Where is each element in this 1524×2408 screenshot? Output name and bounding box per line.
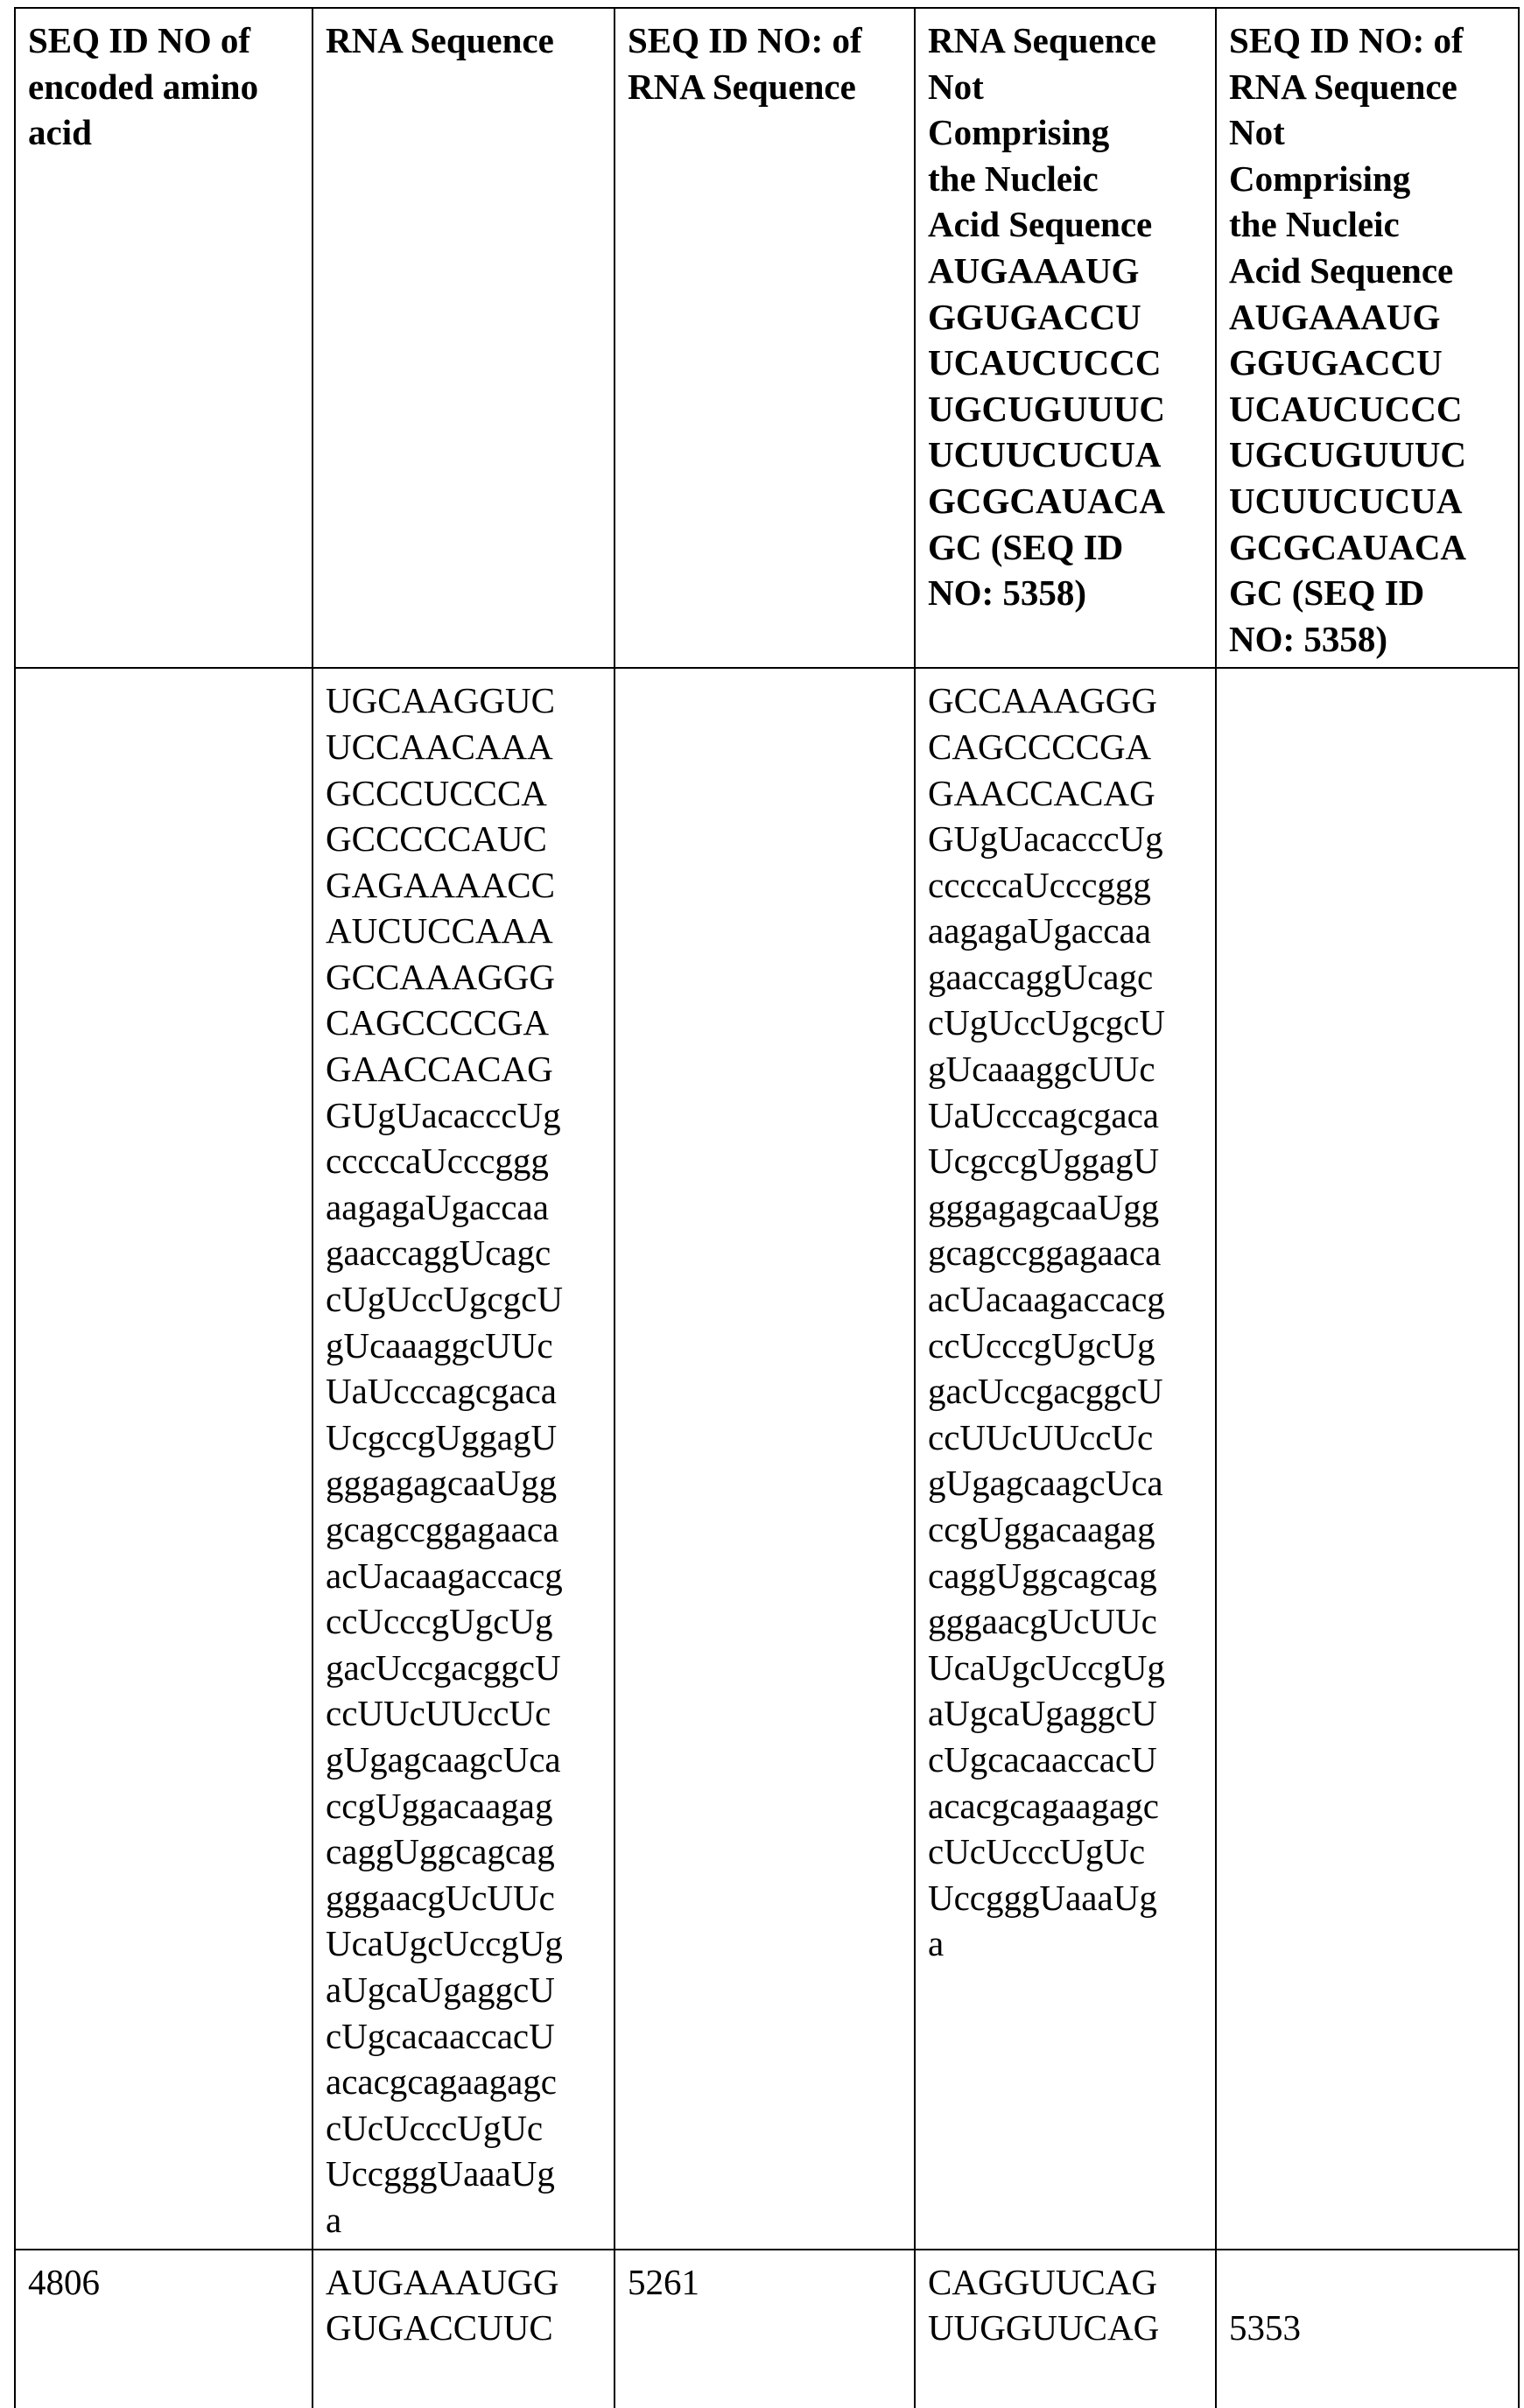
cell-seq-id-rna	[615, 668, 915, 2249]
header-row	[15, 8, 1519, 668]
cell-rna-not-comprising: CAGGUUCAG UUGGUUCAG	[915, 2250, 1216, 2408]
cell-rna-sequence: AUGAAAUGG GUGACCUUC	[313, 2250, 615, 2408]
cell-seq-id-not-comprising: 5353	[1216, 2250, 1519, 2408]
header-seq-id-amino-acid: SEQ ID NO of encoded amino acid	[15, 8, 313, 668]
header-seq-id-rna: SEQ ID NO: of RNA Sequence	[615, 8, 915, 668]
sequence-table	[14, 7, 1520, 2408]
cell-rna-not-comprising: GCCAAAGGG CAGCCCCGA GAACCACAG GUgUacacccUg cccccaUcccggg aagagaUgaccaa gaaccaggUcagc cUgUccUgcgcU gUcaaaggcUUc UaUcccagcgaca UcgccgUggagU gggagagcaaUgg gcagccggagaaca acUacaagaccacg ccUcccgUgcUg gacUccgacggcU ccUUcUUccUc gUgagcaagcUca ccgUggacaagag caggUggcagcag gggaacgUcUUc UcaUgcUccgUg aUgcaUgaggcU cUgcacaaccacU acacgcagaagagc cUcUcccUgUc UccgggUaaaUg a	[915, 668, 1216, 2249]
table-row	[15, 2250, 1519, 2408]
cell-rna-sequence: UGCAAGGUC UCCAACAAA GCCCUCCCA GCCCCCAUC GAGAAAACC AUCUCCAAA GCCAAAGGG CAGCCCCGA GAACCACAG GUgUacacccUg cccccaUcccggg aagagaUgaccaa gaaccaggUcagc cUgUccUgcgcU gUcaaaggcUUc UaUcccagcgaca UcgccgUggagU gggagagcaaUgg gcagccggagaaca acUacaagaccacg ccUcccgUgcUg gacUccgacggcU ccUUcUUccUc gUgagcaagcUca ccgUggacaagag caggUggcagcag gggaacgUcUUc UcaUgcUccgUg aUgcaUgaggcU cUgcacaaccacU acacgcagaagagc cUcUcccUgUc UccgggUaaaUg a	[313, 668, 615, 2249]
cell-seq-id-rna: 5261	[615, 2250, 915, 2408]
table-row	[15, 668, 1519, 2249]
cell-seq-id-amino-acid	[15, 668, 313, 2249]
cell-seq-id-not-comprising	[1216, 668, 1519, 2249]
header-rna-sequence: RNA Sequence	[313, 8, 615, 668]
cell-seq-id-amino-acid: 4806	[15, 2250, 313, 2408]
header-rna-not-comprising: RNA Sequence Not Comprising the Nucleic Acid Sequence AUGAAAUG GGUGACCU UCAUCUCCC UGCUGUUUC UCUUCUCUA GCGCAUACA GC (SEQ ID NO: 5358)	[915, 8, 1216, 668]
header-seq-id-not-comprising: SEQ ID NO: of RNA Sequence Not Comprising the Nucleic Acid Sequence AUGAAAUG GGUGACCU UCAUCUCCC UGCUGUUUC UCUUCUCUA GCGCAUACA GC (SEQ ID NO: 5358)	[1216, 8, 1519, 668]
